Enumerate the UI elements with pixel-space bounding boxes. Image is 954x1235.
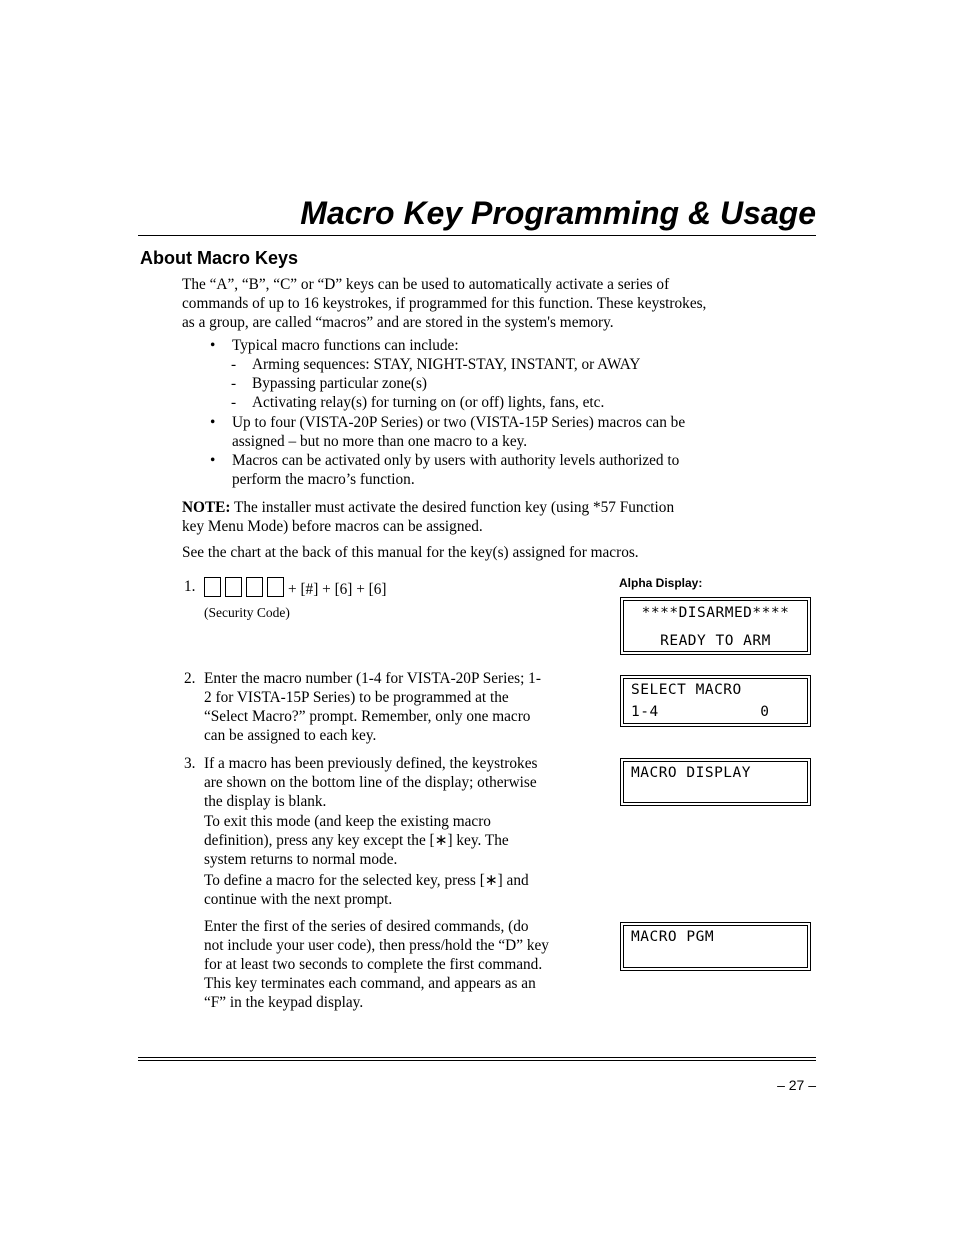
code-digit-box <box>204 577 221 597</box>
step-line: for at least two seconds to complete the first command. <box>204 956 543 973</box>
page-title: Macro Key Programming & Usage <box>300 195 816 231</box>
footer-rule <box>138 1060 816 1061</box>
step-number: 2. <box>184 670 196 687</box>
lcd-line-1: ****DISARMED**** <box>641 605 790 621</box>
bullet-text <box>232 451 777 489</box>
see-chart-paragraph: See the chart at the back of this manual for the key(s) assigned for macros. <box>182 544 639 561</box>
key-sequence: + [#] + [6] + [6] <box>288 581 387 598</box>
bullet-dot: • <box>210 337 216 354</box>
step-line: 2 for VISTA-15P Series) to be programmed at the <box>204 689 509 706</box>
sub-bullet-text: Activating relay(s) for turning on (or off) lights, fans, etc. <box>252 394 605 411</box>
bullet-line: Up to four (VISTA-20P Series) or two (VISTA-15P Series) macros can be <box>232 414 686 431</box>
step-line: “F” in the keypad display. <box>204 994 364 1011</box>
step-line: To exit this mode (and keep the existing macro <box>204 813 491 830</box>
step-number: 1. <box>184 578 196 595</box>
bullet-dot: • <box>210 452 216 469</box>
dash-marker: - <box>231 356 237 373</box>
step-line: To define a macro for the selected key, press [∗] and <box>204 872 529 889</box>
section-heading: About Macro Keys <box>140 248 299 268</box>
step-text <box>204 669 604 745</box>
note-line <box>182 498 782 517</box>
intro-line: commands of up to 16 keystrokes, if programmed for this function. These keystrokes, <box>182 295 707 312</box>
lcd-display-disarmed <box>620 597 811 655</box>
page-number: – 27 – <box>777 1077 816 1093</box>
note-label: NOTE: <box>182 499 231 516</box>
step-line: This key terminates each command, and appears as an <box>204 975 536 992</box>
step-text <box>204 917 609 1012</box>
code-digit-box <box>246 577 263 597</box>
code-digit-box <box>267 577 284 597</box>
security-code-caption: (Security Code) <box>204 605 290 620</box>
lcd-line-2: READY TO ARM <box>660 633 771 649</box>
step-line: “Select Macro?” prompt. Remember, only one macro <box>204 708 531 725</box>
bullet-line: perform the macro’s function. <box>232 471 415 488</box>
step-text <box>204 754 604 909</box>
step-line: not include your user code), then press/hold the “D” key <box>204 937 549 954</box>
lcd-line-1: MACRO DISPLAY <box>631 765 751 781</box>
note-line: key Menu Mode) before macros can be assigned. <box>182 518 483 535</box>
step-line: can be assigned to each key. <box>204 727 377 744</box>
note-text: The installer must activate the desired function key (using *57 Function <box>230 499 675 516</box>
intro-paragraph <box>182 275 802 332</box>
sub-bullet-text: Bypassing particular zone(s) <box>252 375 428 392</box>
bullet-line: Macros can be activated only by users with authority levels authorized to <box>232 452 680 469</box>
dash-marker: - <box>231 375 237 392</box>
step-line: Enter the first of the series of desired commands, (do <box>204 918 529 935</box>
step-line: Enter the macro number (1-4 for VISTA-20P Series; 1- <box>204 670 541 687</box>
bullet-text: Typical macro functions can include: <box>232 337 459 354</box>
lcd-line-1: MACRO PGM <box>631 929 715 945</box>
security-code-entry <box>204 577 387 599</box>
intro-line: as a group, are called “macros” and are stored in the system's memory. <box>182 314 614 331</box>
step-line: are shown on the bottom line of the display; otherwise <box>204 774 537 791</box>
step-line: definition), press any key except the [∗] key. The <box>204 832 509 849</box>
note-paragraph <box>182 498 782 536</box>
step-line: If a macro has been previously defined, the keystrokes <box>204 755 538 772</box>
step-number: 3. <box>184 755 196 772</box>
bullet-line: assigned – but no more than one macro to a key. <box>232 433 528 450</box>
bullet-text <box>232 413 777 451</box>
lcd-line-1: SELECT MACRO <box>631 682 742 698</box>
lcd-line-2: 1-4 0 <box>631 704 770 720</box>
dash-marker: - <box>231 394 237 411</box>
intro-line: The “A”, “B”, “C” or “D” keys can be used to automatically activate a series of <box>182 276 670 293</box>
lcd-display-macro-display <box>620 758 811 806</box>
footer-rule <box>138 1057 816 1058</box>
step-line: system returns to normal mode. <box>204 851 398 868</box>
bullet-dot: • <box>210 414 216 431</box>
code-digit-box <box>225 577 242 597</box>
title-rule <box>138 235 816 236</box>
lcd-display-macro-pgm <box>620 922 811 971</box>
step-line: the display is blank. <box>204 793 327 810</box>
sub-bullet-text: Arming sequences: STAY, NIGHT-STAY, INSTANT, or AWAY <box>252 356 641 373</box>
lcd-display-select-macro <box>620 675 811 727</box>
alpha-display-label: Alpha Display: <box>619 576 703 590</box>
step-line: continue with the next prompt. <box>204 891 393 908</box>
